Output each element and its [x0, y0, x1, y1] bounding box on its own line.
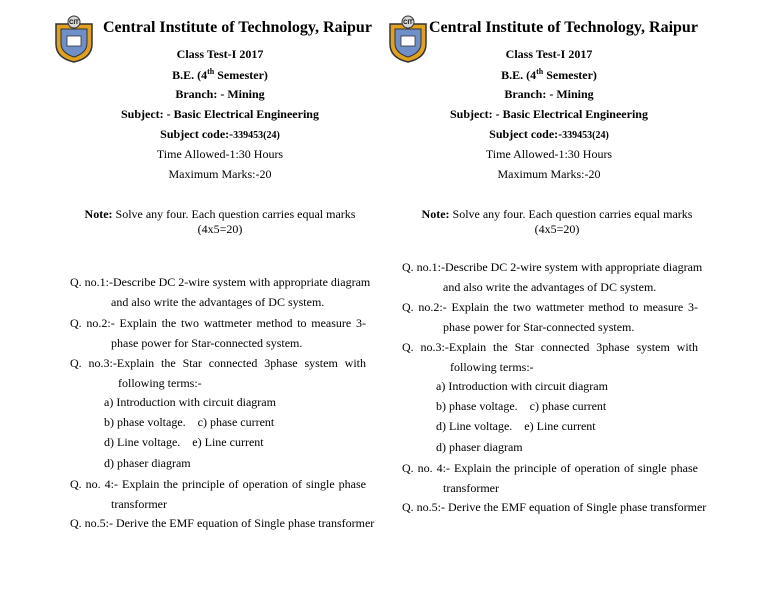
q3-item-d: d) Line voltage. e) Line current	[104, 435, 264, 449]
subject-code-line: Subject code:-339453(24)	[160, 127, 280, 141]
branch-line: Branch: - Mining	[504, 87, 594, 101]
question-2: Q. no.2:- Explain the two wattmeter method to measure 3- phase power for Star-connected system.	[70, 316, 366, 350]
q3-item-b: b) phase voltage. c) phase current	[104, 415, 275, 429]
question-4: Q. no. 4:- Explain the principle of operation of single phase transformer	[402, 461, 698, 495]
time-allowed: Time Allowed-1:30 Hours	[485, 147, 613, 161]
question-2: Q. no.2:- Explain the two wattmeter method to measure 3- phase power for Star-connected system.	[402, 300, 698, 334]
subject-line: Subject: - Basic Electrical Engineering	[121, 107, 319, 121]
svg-text:CIT: CIT	[69, 20, 79, 26]
institute-name: Central Institute of Technology, Raipur	[429, 19, 698, 36]
maximum-marks: Maximum Marks:-20	[497, 167, 601, 181]
institute-name: Central Institute of Technology, Raipur	[103, 19, 372, 36]
question-5: Q. no.5:- Derive the EMF equation of Single phase transformer	[70, 516, 375, 530]
q3-item-e: d) phaser diagram	[436, 440, 523, 454]
question-1: Q. no.1:-Describe DC 2-wire system with appropriate diagram and also write the advantages of DC system.	[70, 275, 371, 309]
question-3: Q. no.3:-Explain the Star connected 3phase system with following terms:-	[70, 356, 366, 390]
branch-line: Branch: - Mining	[175, 87, 265, 101]
svg-text:CIT: CIT	[403, 20, 413, 26]
question-paper-left	[0, 0, 375, 594]
q3-item-a: a) Introduction with circuit diagram	[104, 395, 276, 409]
question-paper-right	[384, 0, 754, 594]
question-4: Q. no. 4:- Explain the principle of operation of single phase transformer	[70, 477, 366, 511]
institute-logo-icon	[50, 14, 98, 64]
maximum-marks: Maximum Marks:-20	[168, 167, 272, 181]
note-instructions: Note: Solve any four. Each question carries equal marks (4x5=20)	[421, 207, 693, 236]
test-title: Class Test-I 2017	[505, 47, 593, 61]
q3-item-a: a) Introduction with circuit diagram	[436, 379, 608, 393]
time-allowed: Time Allowed-1:30 Hours	[156, 147, 284, 161]
question-1: Q. no.1:-Describe DC 2-wire system with appropriate diagram and also write the advantages of DC system.	[402, 260, 703, 294]
q3-item-d: d) Line voltage. e) Line current	[436, 419, 596, 433]
test-title: Class Test-I 2017	[176, 47, 264, 61]
institute-logo-icon	[384, 14, 432, 64]
question-5: Q. no.5:- Derive the EMF equation of Single phase transformer	[402, 500, 707, 514]
note-instructions: Note: Solve any four. Each question carries equal marks (4x5=20)	[84, 207, 356, 236]
degree-line: B.E. (4th Semester)	[172, 67, 268, 82]
subject-line: Subject: - Basic Electrical Engineering	[450, 107, 648, 121]
subject-code-line: Subject code:-339453(24)	[489, 127, 609, 141]
degree-line: B.E. (4th Semester)	[501, 67, 597, 82]
question-3: Q. no.3:-Explain the Star connected 3phase system with following terms:-	[402, 340, 698, 374]
q3-item-e: d) phaser diagram	[104, 456, 191, 470]
q3-item-b: b) phase voltage. c) phase current	[436, 399, 607, 413]
